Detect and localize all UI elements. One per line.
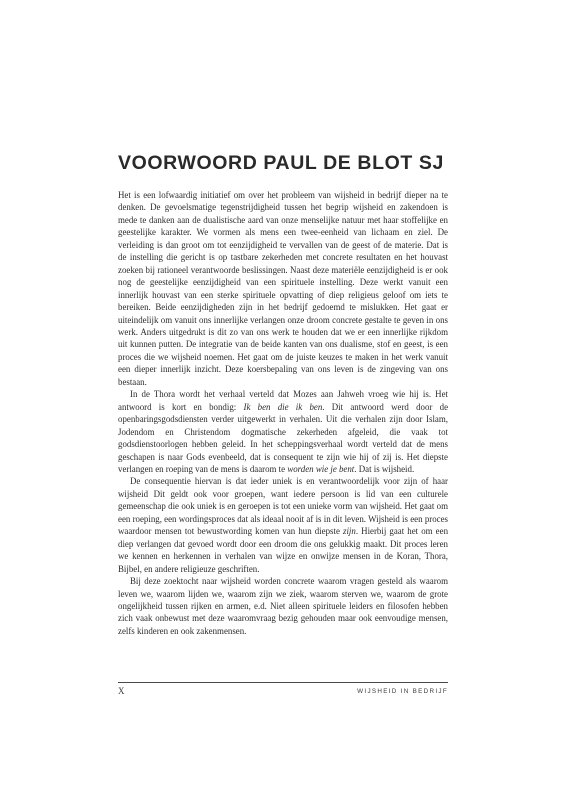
footer-divider [118, 682, 448, 683]
paragraph-3 [118, 475, 448, 575]
paragraph-2-part-b: . Dit antwoord werd door de openbaringsgodsdiensten verder uitgewerkt in verhalen. Uit die verhalen zijn door Islam, Jodendom en Christendom dogmatische zekerheden afgeleid, die vaak tot godsdienstoorlogen hebben geleid. In het scheppingsverhaal wordt verteld dat de mens geschapen is naar Gods evenbeeld, dat is consequent te zijn wie hij of zij is. Het diepste verlangen en roeping van de mens is daarom te [118, 401, 449, 474]
paragraph-3-italic: zijn [343, 526, 356, 537]
page-content [118, 152, 448, 637]
body-text [118, 189, 448, 637]
running-title: WIJSHEID IN BEDRIJF [357, 688, 448, 695]
page-title: VOORWOORD PAUL DE BLOT SJ [118, 152, 444, 174]
paragraph-2-part-c: . Dat is wijsheid. [354, 463, 415, 474]
paragraph-1: Het is een lofwaardig initiatief om over het probleem van wijsheid in bedrijf dieper na te denken. De gevoelsmatige tegenstrijdigheid tussen het begrip wijsheid en zakendoen is mede te danken aan de dualistische aard van onze menselijke natuur met haar stoffelijke en geestelijke karakter. We vormen als mens een twee-eenheid van lichaam en ziel. De verleiding is dan groot om tot eenzijdigheid te vervallen van de geest of de materie. Dat is de instelling die gericht is op tastbare zekerheden met concrete resultaten en het houvast zoeken bij rationeel verantwoorde beslissingen. Naast deze materiële eenzijdigheid is er ook nog de geestelijke eenzijdigheid van een spirituele instelling. Deze werkt vanuit een innerlijk houvast van een sterke spirituele opvatting of diep religieus geloof om iets te bereiken. Beide eenzijdigheden zijn in het bedrijf gedoemd te mislukken. Het gaat er uiteindelijk om vanuit ons innerlijke verlangen onze droom concrete gestalte te geven in ons werk. Anders uitgedrukt is dit zo van ons werk te houden dat we er een innerlijke rijkdom uit kunnen putten. De integratie van de beide kanten van ons dualisme, stof en geest, is een proces die we wijsheid noemen. Het gaat om de juiste keuzes te maken in het werk vanuit een dieper innerlijk inzicht. Deze koersbepaling van ons leven is de zingeving van ons bestaan. [118, 190, 448, 387]
page-number: X [118, 686, 125, 696]
paragraph-4: Bij deze zoektocht naar wijsheid worden concrete waarom vragen gesteld als waarom leven we, waarom lijden we, waarom zijn we ziek, waarom sterven we, waarom de grote ongelijkheid tussen rijken en armen, e.d. Niet alleen spirituele leiders en filosofen hebben zich vaak onbewust met deze waaromvraag bezig gehouden maar ook eenvoudige mensen, zelfs kinderen en ook zakenmensen. [118, 576, 448, 636]
paragraph-2-italic-2: worden wie je bent [287, 463, 355, 474]
paragraph-3-part-a: De consequentie hiervan is dat ieder uniek is en verantwoordelijk voor zijn of haar wijsheid Dit geldt ook voor groepen, want iedere persoon is lid van een culturele gemeenschap die ook uniek is en geroepen is tot een unieke vorm van wijsheid. Het gaat om een roeping, een wordingsproces dat als ideaal nooit af is in dit leven. Wijsheid is een proces waardoor mensen tot bewustwording komen van hun diepste [118, 476, 448, 537]
paragraph-2-italic-1: Ik ben die ik ben [243, 401, 323, 412]
paragraph-2 [118, 388, 448, 475]
paragraph-2-part-a: In de Thora wordt het verhaal verteld dat Mozes aan Jahweh vroeg wie hij is. Het antwoord is kort en bondig: [118, 389, 448, 412]
paragraph-3-part-b: . Hierbij gaat het om een diep verlangen dat gevoed wordt door een droom die ons gelukkig maakt. Dit proces leren we kennen en herkennen in verhalen van wijze en onwijze mensen in de Koran, Thora, Bijbel, en andere religieuze geschriften. [118, 526, 449, 574]
